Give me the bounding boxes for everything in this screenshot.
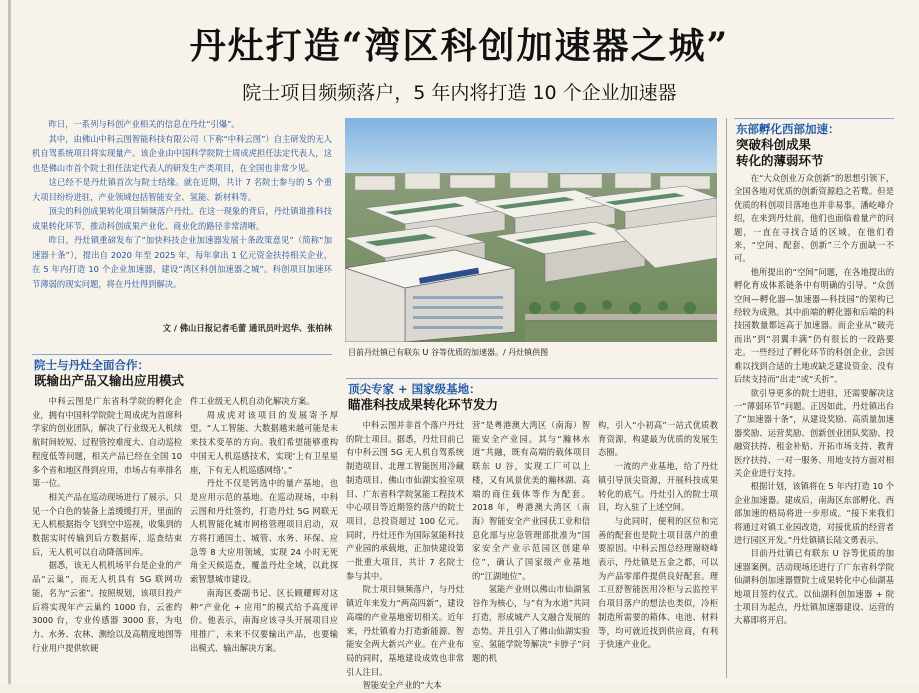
body-paragraph: 件工业级无人机自动化解决方案。 (190, 396, 315, 406)
body-paragraph: 丹灶不仅是钙选中的量产基地，也是应用示范的基地。在巡动现场，中科云图和丹灶签约，打造丹灶 5G 网联无人机智能化城市网格管理项目启动，双方将打通国土、城管、水务、环保、应急等 8 大应用领域，实现 24 小时无死角全天候巡查，覆盖丹灶全域，以此探索智慧城市建设。 (190, 478, 338, 585)
body-paragraph: 南海区委副书记、区长顾耀辉对这种“产业化 + 应用”的模式给予高度评价。他表示，南海应该寻头开展项目应用推广，未来不仅要输出产品，也要输出模式、输出解决方案。 (190, 587, 338, 653)
column-divider (726, 118, 727, 678)
body-paragraph: 智能安全产业的“大本 (362, 680, 442, 691)
body-paragraph: 周成虎对该项目的发展寄予厚望。“人工智能、大数据越来越可能是未来技术变革的方向。我们希望能够重构中国无人机巡感技术，实现‘上有卫星星座，下有无人机巡感网络’。” (190, 409, 338, 475)
photo-caption: 目前丹灶镇已有联东 U 谷等优质的加速器。/ 丹灶镇供图 (348, 348, 549, 357)
body-paragraph: 与此同时，便利的区位和完善的配套也是院士项目落户的重要原因。中科云图总经理谢晓峰表示，丹灶镇是五金之都，可以为产品零部件提供良好配套。理工亘舒智能医用冷柜与云监控平台项目落户的想法也类似，冷柜制造所需要的箱体、电池、材料等，均可就近找到供应商，有利于快速产业化。 (598, 515, 718, 650)
body-paragraph: 根据计划，该镇将在 5 年内打造 10 个企业加速器。建成后，南海区东部孵化、西部加速的格局将进一步形成。“接下来我们将通过对镇工业园改造，对接优质的经营者进行园区开发。”丹灶镇镇长陆文勇表示。 (734, 481, 894, 545)
lead-paragraphs (32, 117, 332, 291)
body-paragraph: 他所提出的“空间”问题，在各地提出的孵化育成体系链条中有明确的引导。“众创空间—孵化器—加速器—科技园”的架构已经较为成熟。其中前端的孵化器和后端的科技园数量都远高于加速器。而企业从“破壳而出”到“羽翼丰满”仍有很长的一段路要走。一些经过了孵化环节的科创企业，会因难以找到合适的土地或缺乏建设资金、没有后续支持而“出走”或“夭折”。 (734, 266, 894, 385)
lead-paragraph: 这已经不是丹灶镇首次与院士结缘。就在近期，共计 7 名院士参与的 5 个重大项目纷纷进驻，产业领域包括智能安全、氢能、新材料等。 (32, 177, 332, 202)
lead-paragraph: 其中，由佛山中科云图智能科技有限公司（下称“中科云图”）自主研发的无人机自驾系统项目将实现量产。该企业由中国科学院院士周成虎担任法定代表人，这也是佛山市首个院士担任法定代表人的研发生产类项目，在全国也非常少见。 (32, 133, 332, 173)
section2-heading-black: 瞄准科技成果转化环节发力 (348, 397, 499, 412)
body-paragraph: 构，引入“小初高”一站式优质教育资源，构建最为优质的发展生态圈。 (598, 420, 718, 458)
body-paragraph: 营”是粤港澳大湾区（南海）智能安全产业园。其与“瀚林水道”共融，既有高端的载体项目联东 U 谷，实现工厂可以上楼，又有风景优美的瀚林湖、高端的商住载体等作为配套。2018 年，粤港澳大湾区（南海）智能安全产业园获工业和信息化部与应急管理部批准为“国家安全产业示范园区创建单位”，确认了国家级产业基地的“江湖地位”。 (472, 420, 590, 581)
news-photo (345, 118, 717, 342)
lead-paragraph: 顶尖的科创成果转化项目频频落户丹灶。在这一现象的背后，丹灶镇谁推科技成果转化环节，推动科创成果产业化、商业化的路径非常清晰。 (32, 206, 332, 231)
section1-column2 (190, 395, 338, 655)
section2-column1 (346, 419, 464, 693)
section3-column (734, 172, 894, 628)
page-subtitle: 院士项目频频落户，5 年内将打造 10 个企业加速器 (242, 82, 677, 104)
industrial-park-aerial-photo (345, 118, 717, 342)
section1-heading-black: 既输出产品又输出应用模式 (34, 373, 185, 388)
body-paragraph: 氢能产业则以佛山市仙湖氢谷作为核心，与“有为水道”共同打造，形成城产人文融合发展的态势。并且引入了佛山仙湖实验室、氢能学院等解决“卡脖子”问题的机 (472, 584, 590, 663)
body-paragraph: 相关产品在巡动现场进行了展示。只见一个白色的装备上盖缓缓打开，里面的无人机根据指令飞到空中巡视，收集到的数据实时传输到后方数据库，巡查结束后，无人机可以自动降落回库。 (32, 491, 182, 557)
body-paragraph: 中科云图是广东省科学院的孵化企业，拥有中国科学院院士周成虎为首席科学家的创业团队，解决了行业级无人机续航时间较短、过程管控难度大、自动巡检程度低等问题，相关产品已经在全国 10 多个省和地区得到应用，市场占有率排名第一位。 (32, 396, 182, 489)
section1-heading-blue: 院士与丹灶全面合作： (34, 358, 149, 372)
section1-column1 (32, 395, 182, 655)
body-paragraph: 中科云图并非首个落户丹灶的院士项目。据悉，丹灶目前已有中科云图 5G 无人机自驾系统制造项目、北理工智能医用冷藏制造项目、佛山市仙湖实验室项目、广东省科学院氢能工程技术中心项目等近期签约落户的院士项目，总投资超过 100 亿元。同时，丹灶还作为国际氢能科技产业园的承载地，正加快建设第一批重大项目，共计 7 名院士参与其中。 (346, 420, 464, 581)
body-paragraph: 目前丹灶镇已有联东 U 谷等优质的加速器案例。活动现场还进行了广东省科学院仙湖科创加速器暨院士成果转化中心仙湖基地项目签约仪式。以仙湖科创加速器 + 院士项目为起点，丹灶镇加速器建设、运营的大幕即将开启。 (734, 548, 894, 626)
section2-column3 (598, 419, 718, 652)
body-paragraph: 据悉，该无人机机场平台是企业的产品“云巢”，而无人机具有 5G 联网功能，名为“云雀”。按照规划，该项目投产后将实现年产云巢约 1000 台，云雀约 3000 台，专业传感器 3000 套，为电力、水务、农林、测绘以及高精度地图等行业用户提供软硬 (32, 560, 182, 653)
section2-column2 (472, 419, 590, 666)
lead-paragraph: 昨日，一系列与科创产业相关的信息在丹灶“引爆”。 (48, 119, 240, 129)
body-paragraph: 院士项目频频落户，与丹灶镇近年来发力“两高四新”，建设高端的产业基地密切相关。近年来，丹灶镇着力打造新能源、智能安全两大新兴产业。在产业布局的同时，基地建设成效也非常引人注目。 (346, 584, 464, 677)
section3-heading-blue: 东部孵化西部加速： (736, 122, 840, 136)
body-paragraph: 在“大众创业万众创新”的思想引领下，全国各地对优质的创新资源趋之若鹜。但是优质的科创项目落地也并非易事。潘屹峰介绍，在来到丹灶前，他们也面临着量产的问题，一直在寻找合适的区域，在他们看来，“空间、配套、创新”三个方面缺一不可。 (734, 173, 894, 264)
body-paragraph: 一流的产业基地，给了丹灶镇引导顶尖资源，开展科技成果转化的底气。丹灶引入的院士项目，均入驻了上述空间。 (598, 461, 718, 513)
section3-heading-black: 突破科创成果 转化的薄弱环节 (736, 137, 824, 168)
section-rule (734, 118, 894, 119)
lead-paragraph: 昨日，丹灶镇重磅发布了“加快科技企业加速器发展十条政策意见”（简称“加速器十条”），提出自 2020 年至 2025 年，每年拿出 1 亿元资金扶持相关企业，在 5 年内打造 10 个企业加速器，建设“湾区科创加速器之城”。科创项目加速环节薄弱的现实问题，将在丹灶得到解决。 (32, 235, 332, 289)
section2-heading-blue: 顶尖专家 + 国家级基地： (348, 382, 481, 396)
body-paragraph: 欲引导更多的院士进驻，还需要解决这一“薄弱环节”问题。正因如此，丹灶镇出台了“加速器十条”，从建设奖励、高质量加速器奖励、运营奖励、创新创业团队奖励、投融资扶持、租金补贴、开拓市场支持、教育医疗扶持、一对一服务、用地支持方面对相关企业进行支持。 (734, 387, 894, 478)
section-rule (346, 378, 718, 379)
section-rule (32, 354, 332, 355)
page-title: 丹灶打造“湾区科创加速器之城” (189, 25, 730, 67)
byline: 文 / 佛山日报记者毛蕾 通讯员叶迟华、张柏林 (162, 323, 332, 333)
